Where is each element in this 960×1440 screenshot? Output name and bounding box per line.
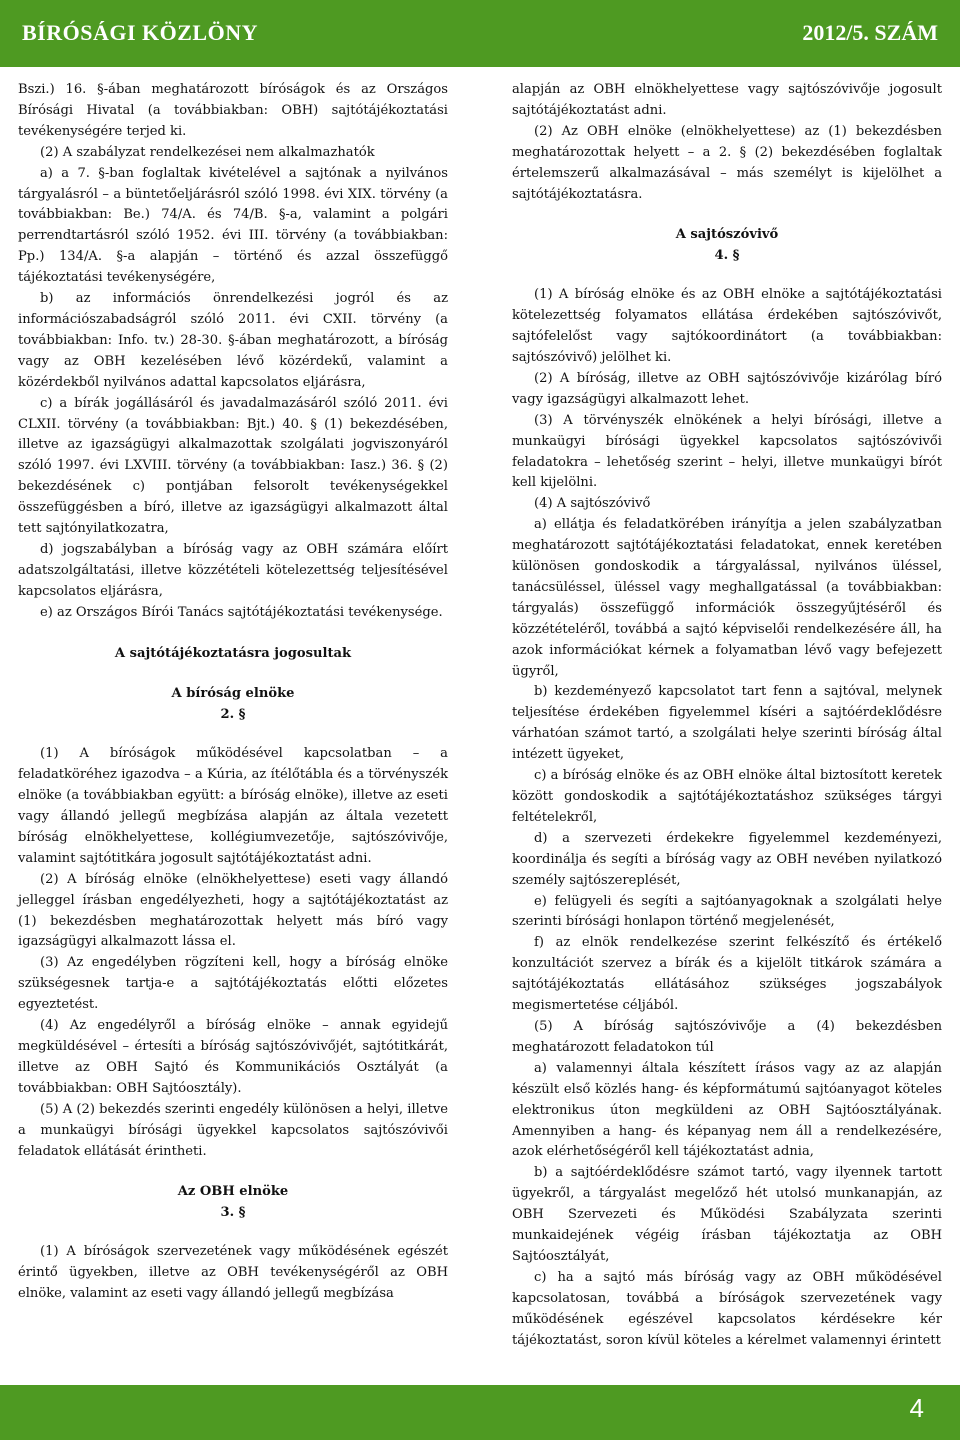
page-header [0,0,960,67]
spacer [512,267,942,285]
paragraph: c) a bírák jogállásáról és javadalmazásáról szóló 2011. évi CLXII. törvény (a továbbiakban: Bjt.) 40. § (1) bekezdésében, illetve az igazságügyi alkalmazottak szolgálati jogviszonyáról szóló 1997. évi LXVIII. törvény (a továbbiakban: Iasz.) 36. § (2) bekezdésének c) pontjában felsorolt tevékenységekkel összefüggésben a bíró, illetve az igazságügyi alkalmazott által tett sajtónyilatkozatra, [18,395,448,537]
paragraph: (1) A bíróságok szervezetének vagy működésének egészét érintő ügyekben, illetve az OBH tevékenységéről az OBH elnöke, valamint az eseti vagy állandó jellegű megbízása [18,1244,448,1302]
paragraph: b) az információs önrendelkezési jogról és az információszabadságról szóló 2011. évi CXII. törvény (a továbbiakban: Info. tv.) 28-30. §-ában meghatározott, a bíróság vagy az OBH kezelésében lévő közérdekű, valamint a közérdekből nyilvános adattal kapcsolatos eljárásra, [18,291,448,390]
paragraph: (4) Az engedélyről a bíróság elnöke – annak egyidejű megküldésével – értesíti a bíróság sajtószóvivőjét, sajtótitkárát, illetve az OBH Sajtó és Kommunikációs Osztályát (a továbbiakban: OBH Sajtóosztály). [18,1018,448,1096]
paragraph: a) valamennyi általa készített írásos vagy az az alapján készült első közlés hang- és képformátumú sajtóanyagot köteles elektronikus úton megküldeni az OBH Sajtóosztályának. Amennyiben a hang- és képanyag nem áll a rendelkezésére, azok elérhetőségéről kell tájékoztatást adnia, [512,1060,942,1160]
spacer [512,205,942,225]
paragraph: (2) A bíróság, illetve az OBH sajtószóvivője kizárólag bíró vagy igazságügyi alkalmazott lehet. [512,370,942,407]
page-number: 4 [909,1393,924,1423]
paragraph: (3) Az engedélyben rögzíteni kell, hogy a bíróság elnöke szükségesnek tartja-e a sajtótájékoztatás előtti előzetes egyeztetést. [18,955,448,1013]
paragraph: e) az Országos Bírói Tanács sajtótájékoztatási tevékenysége. [40,604,443,620]
paragraph: f) az elnök rendelkezése szerint felkészítő és értékelő konzultációt szervez a bírák és a kijelölt titkárok számára a sajtótájékoztatás ellátásához szükséges jogszabályok megismertetése céljából. [512,935,942,1014]
section-heading: A sajtószóvivő [675,227,779,243]
paragraph: (1) A bíróság elnöke és az OBH elnöke a sajtótájékoztatási kötelezettség folyamatos ellátása érdekében sajtószóvivőt, sajtófelelőst vagy sajtókoordinátort (a továbbiakban: sajtószóvivő) jelölhet ki. [512,287,942,365]
paragraph: b) kezdeményező kapcsolatot tart fenn a sajtóval, melynek teljesítése érdekében figyelemmel kíséri a sajtóérdeklődésre várhatóan számot tartó, a szolgálati helye szerinti bíróság által intézett ügyeket, [512,684,942,763]
paragraph: Bszi.) 16. §-ában meghatározott bíróságok és az Országos Bírósági Hivatal (a továbbiakban: OBH) sajtótájékoztatási tevékenységére terjed ki. [18,82,448,139]
section-heading: Az OBH elnöke [177,1184,289,1200]
publication-title: BÍRÓSÁGI KÖZLÖNY [22,20,258,45]
left-column [18,80,448,1305]
paragraph: b) a sajtóérdeklődésre számot tartó, vagy ilyennek tartott ügyekről, a tárgyalást megelőző hét utolsó munkanapján, az OBH Szervezeti és Működési Szabályzata szerinti munkaidejének végéig írásban tájékoztatja az OBH Sajtóosztályát, [512,1165,942,1264]
spacer [18,1224,448,1242]
section-heading: 2. § [220,707,246,723]
spacer [18,664,448,684]
paragraph: d) jogszabályban a bíróság vagy az OBH számára előírt adatszolgáltatási, illetve közzétételi kötelezettség teljesítésével kapcsolatos eljárásra, [18,541,448,599]
paragraph: e) felügyeli és segíti a sajtóanyagoknak a szolgálati helye szerinti bírósági honlapon történő megjelenését, [512,893,942,930]
paragraph: (5) A (2) bekezdés szerinti engedély különösen a helyi, illetve a munkaügyi bírósági ügyekkel kapcsolatos sajtószóvivői feladatok ellátását érintheti. [18,1101,448,1159]
paragraph: (2) A bíróság elnöke (elnökhelyettese) eseti vagy állandó jelleggel írásban engedélyezheti, hogy a sajtótájékoztatást az (1) bekezdésben meghatározottak helyett más bíró vagy igazságügyi alkalmazott lássa el. [18,871,448,950]
paragraph: d) a szervezeti érdekekre figyelemmel kezdeményezi, koordinálja és segíti a bíróság vagy az OBH nevében nyilatkozó személy sajtószereplését, [512,830,942,888]
paragraph: (3) A törvényszék elnökének a helyi bírósági, illetve a munkaügyi bírósági ügyekkel kapcsolatos sajtószóvivői feladatokra – lehetőség szerint – helyi, illetve munkaügyi bírót kell kijelölni. [512,412,942,491]
paragraph: (2) A szabályzat rendelkezései nem alkalmazhatók [40,144,375,160]
paragraph: (1) A bíróságok működésével kapcsolatban – a feladatköréhez igazodva – a Kúria, az ítélőtábla és a törvényszék elnöke (a továbbiakban együtt: a bíróság elnöke), illetve az eseti vagy állandó jellegű megbízása alapján az általa vezetett bíróság elnökhelyettese, kollégiumvezetője, sajtószóvivője, valamint sajtótitkára jogosult sajtótájékoztatást adni. [18,746,448,866]
spacer [18,624,448,644]
right-column [512,80,942,1351]
paragraph: a) ellátja és feladatkörében irányítja a jelen szabályzatban meghatározott sajtótájékoztatási feladatokat, ennek keretében különösen gondoskodik a tárgyalással, nyilvános üléssel, tanácsüléssel, üléssel vagy meghallgatással (a továbbiakban: tárgyalás) összefüggő információk összegyűjtéséről és közzétételéről, továbbá a sajtó képviselői rendelkezésére áll, ha azok információkat kérnek a folyamatban lévő vagy befejezett ügyről, [512,517,942,679]
section-heading: A bíróság elnöke [171,686,295,702]
paragraph: (5) A bíróság sajtószóvivője a (4) bekezdésben meghatározott feladatokon túl [512,1018,942,1055]
paragraph: c) ha a sajtó más bíróság vagy az OBH működésével kapcsolatosan, továbbá a bíróságok szervezetének vagy működésének egészével kapcsolatos kérdésekre kér tájékoztatást, soron kívül köteles a kérelmet valamennyi érintett [512,1269,942,1348]
spacer [18,1162,448,1182]
section-heading: 4. § [714,248,740,264]
section-heading: 3. § [220,1205,246,1221]
paragraph: (2) Az OBH elnöke (elnökhelyettese) az (1) bekezdésben meghatározottak helyett – a 2. § (2) bekezdésében foglaltak értelemszerű alkalmazásával – más személyt is kijelölhet a sajtótájékoztatásra. [512,123,942,202]
paragraph: (4) A sajtószóvivő [534,496,651,512]
spacer [18,726,448,744]
issue-number: 2012/5. SZÁM [802,20,938,45]
paragraph: alapján az OBH elnökhelyettese vagy sajtószóvivője jogosult sajtótájékoztatást adni. [512,82,942,118]
paragraph: a) a 7. §-ban foglaltak kivételével a sajtónak a nyilvános tárgyalásról – a büntetőeljárásról szóló 1998. évi XIX. törvény (a továbbiakban: Be.) 74/A. és 74/B. §-a, valamint a polgári perrendtartásról szóló 1952. évi III. törvény (a továbbiakban: Pp.) 134/A. §-a alapján – történő és azzal összefüggő tájékoztatási tevékenységére, [18,165,448,286]
section-heading: A sajtótájékoztatásra jogosultak [114,645,352,661]
paragraph: c) a bíróság elnöke és az OBH elnöke által biztosított keretek között gondoskodik a sajtótájékoztatáshoz szükséges tárgyi feltételekről, [512,768,942,825]
page-footer [0,1385,960,1440]
